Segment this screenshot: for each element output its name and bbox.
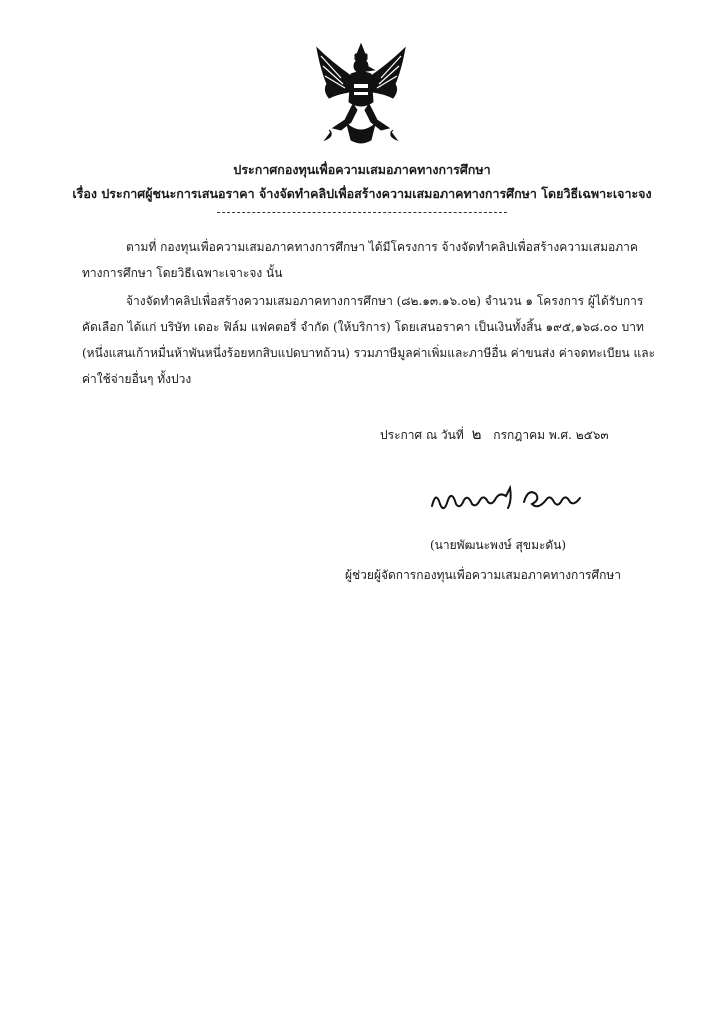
date-day: ๒ [471,425,482,443]
handwritten-signature [428,480,588,522]
signatory-position: ผู้ช่วยผู้จัดการกองทุนเพื่อความเสมอภาคทางการศึกษา [345,568,622,582]
paragraph-line: คัดเลือก ได้แก่ บริษัท เดอะ ฟิล์ม แฟคตอรี่ จำกัด (ให้บริการ) โดยเสนอราคา เป็นเงินทั้งสิ้น ๑๙๕,๑๖๘.๐๐ บาท [82,320,644,334]
announcement-subject: เรื่อง ประกาศผู้ชนะการเสนอราคา จ้างจัดทำคลิปเพื่อสร้างความเสมอภาคทางการศึกษา โดยวิธีเฉพาะเจาะจง [72,186,652,201]
paragraph-background [82,234,642,286]
date-prefix: ประกาศ ณ วันที่ [380,428,464,442]
paragraph-line: (หนึ่งแสนเก้าหมื่นห้าพันหนึ่งร้อยหกสิบแปดบาทถ้วน) รวมภาษีมูลค่าเพิ่มและภาษีอื่น ค่าขนส่ง ค่าจดทะเบียน และ [82,346,656,360]
paragraph-line: ค่าใช้จ่ายอื่นๆ ทั้งปวง [82,372,192,386]
paragraph-award [82,288,656,392]
paragraph-line: ตามที่ กองทุนเพื่อความเสมอภาคทางการศึกษา ได้มีโครงการ จ้างจัดทำคลิปเพื่อสร้างความเสมอภาค [126,240,638,254]
signatory-name: (นายพัฒนะพงษ์ สุขมะดัน) [430,538,567,552]
paragraph-line: ทางการศึกษา โดยวิธีเฉพาะเจาะจง นั้น [82,266,283,280]
announcement-date [380,422,609,446]
paragraph-line: จ้างจัดทำคลิปเพื่อสร้างความเสมอภาคทางการศึกษา (๘๒.๑๓.๑๖.๐๒) จำนวน ๑ โครงการ ผู้ได้รับการ [126,294,644,308]
date-month-year: กรกฎาคม พ.ศ. ๒๕๖๓ [493,428,609,442]
announcement-title: ประกาศกองทุนเพื่อความเสมอภาคทางการศึกษา [233,162,491,177]
title-separator [217,212,507,213]
garuda-emblem-icon [311,40,411,148]
